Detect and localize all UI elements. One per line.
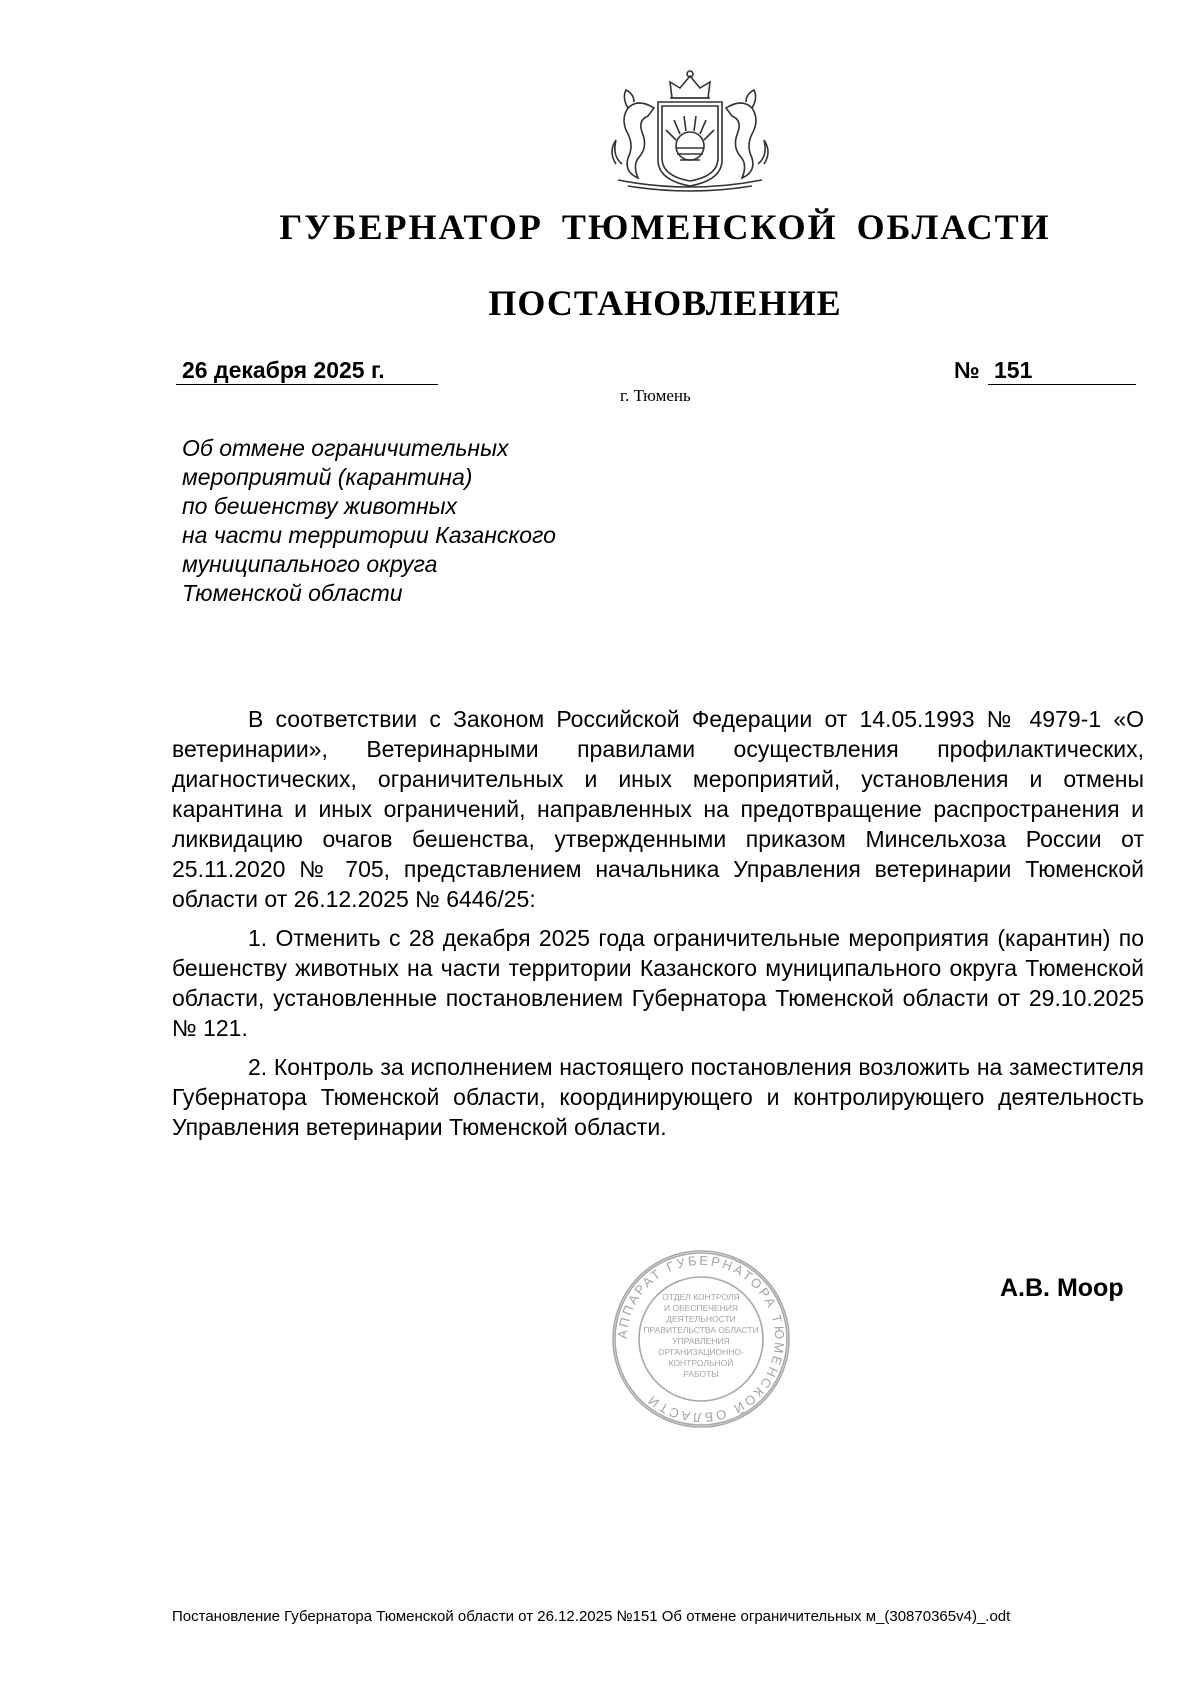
document-number: 151 <box>988 356 1136 385</box>
stamp-inner-line: ОРГАНИЗАЦИОННО- <box>658 1347 744 1357</box>
stamp-inner-line: РАБОТЫ <box>683 1369 719 1379</box>
stamp-inner-line: И ОБЕСПЕЧЕНИЯ <box>664 1303 738 1313</box>
subject-line: Тюменской области <box>182 580 403 606</box>
stamp-inner-line: ДЕЯТЕЛЬНОСТИ <box>666 1314 736 1324</box>
document-body <box>172 704 1144 1151</box>
subject-line: муниципального округа <box>182 551 438 577</box>
document-subject <box>182 434 782 608</box>
stamp-inner-line: УПРАВЛЕНИЯ <box>672 1336 730 1346</box>
body-paragraph-preamble: В соответствии с Законом Российской Федерации от 14.05.1993 № 4979-1 «О ветеринарии», Ветеринарными правилами осуществления профилактических, диагностических, ограничительных и иных мероприятий, установления и отмены карантина и иных ограничений, направленных на предотвращение распространения и ликвидацию очагов бешенства, утвержденными приказом Минсельхоза России от 25.11.2020 № 705, представлением начальника Управления ветеринарии Тюменской области от 26.12.2025 № 6446/25: <box>172 706 1144 912</box>
official-stamp <box>610 1248 792 1430</box>
body-paragraph-item-2: 2. Контроль за исполнением настоящего постановления возложить на заместителя Губернатора Тюменской области, координирующего и контролирующего деятельность Управления ветеринарии Тюменской области. <box>172 1054 1144 1140</box>
subject-line: на части территории Казанского <box>182 522 556 548</box>
subject-line: по бешенству животных <box>182 493 458 519</box>
subject-line: Об отмене ограничительных <box>182 435 509 461</box>
body-paragraph-item-1: 1. Отменить с 28 декабря 2025 года ограничительные мероприятия (карантин) по бешенству животных на части территории Казанского муниципального округа Тюменской области, установленные постановлением Губернатора Тюменской области от 29.10.2025 № 121. <box>172 925 1144 1041</box>
signatory-name: А.В. Моор <box>1000 1274 1124 1302</box>
org-title: ГУБЕРНАТОР ТЮМЕНСКОЙ ОБЛАСТИ <box>279 207 1051 247</box>
subject-line: мероприятий (карантина) <box>182 464 473 490</box>
coat-of-arms-emblem <box>598 68 782 192</box>
number-label: № <box>954 357 980 383</box>
city: г. Тюмень <box>620 386 691 405</box>
document-date: 26 декабря 2025 г. <box>176 356 438 385</box>
stamp-outer-textpath: АППАРАТ ГУБЕРНАТОРА ТЮМЕНСКОЙ ОБЛАСТИ <box>614 1252 788 1426</box>
stamp-inner-line: ОТДЕЛ КОНТРОЛЯ <box>662 1292 740 1302</box>
footer-filename: Постановление Губернатора Тюменской области от 26.12.2025 №151 Об отмене ограничительных м_(30870365v4)_.odt <box>172 1608 1011 1625</box>
stamp-inner-line: КОНТРОЛЬНОЙ <box>668 1358 734 1368</box>
document-type-title: ПОСТАНОВЛЕНИЕ <box>488 283 842 323</box>
stamp-inner-line: ПРАВИТЕЛЬСТВА ОБЛАСТИ <box>643 1325 759 1335</box>
